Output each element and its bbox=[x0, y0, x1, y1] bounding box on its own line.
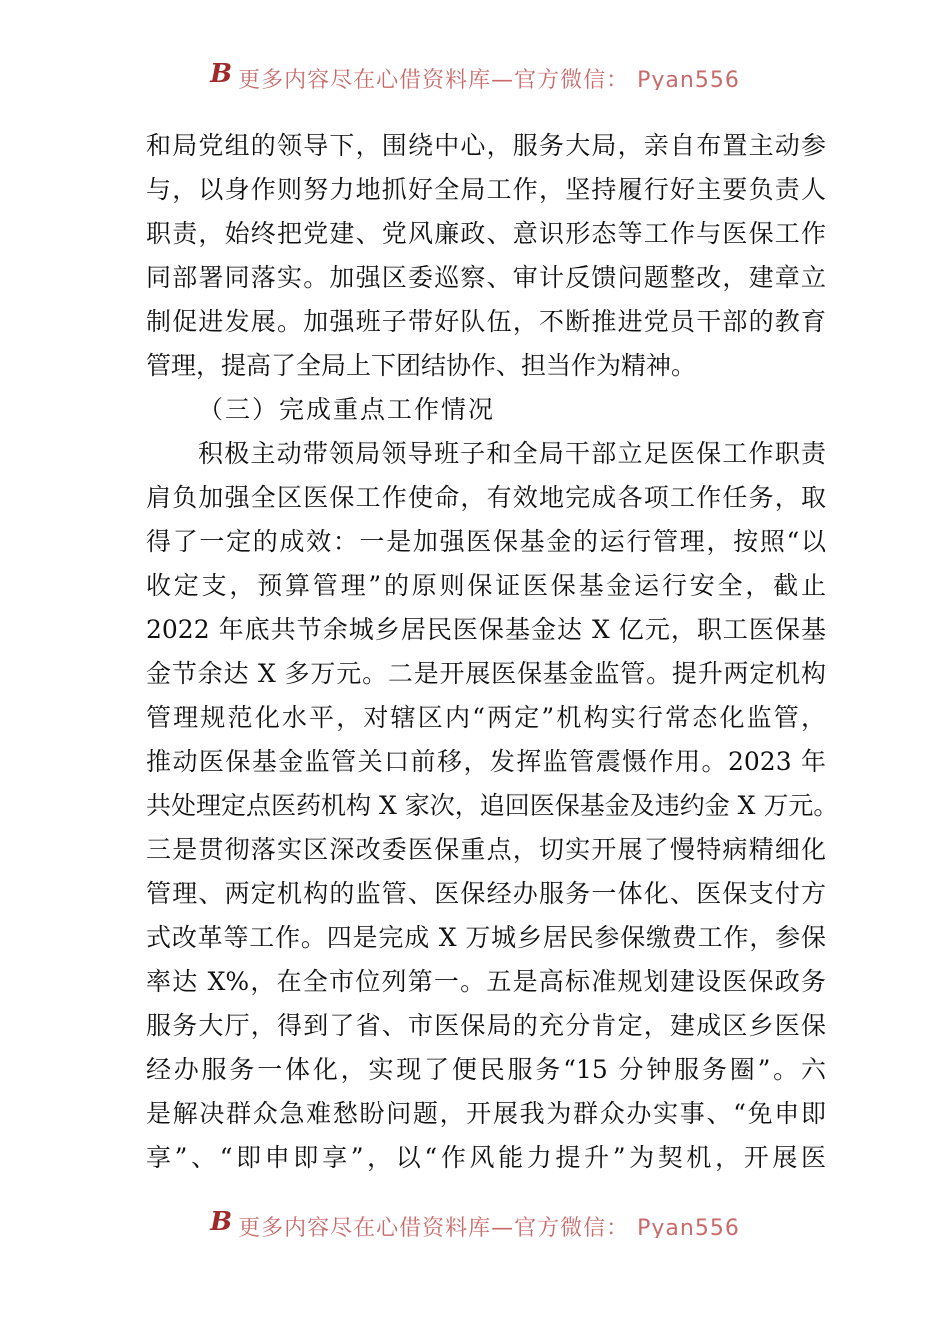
text-line: 2022 年底共节余城乡居民医保基金达 X 亿元，职工医保基 bbox=[146, 615, 826, 644]
text-line: 金节余达 X 多万元。二是开展医保基金监管。提升两定机构 bbox=[146, 659, 826, 688]
watermark-logo-icon: B bbox=[210, 59, 233, 89]
watermark-text: 更多内容尽在心借资料库—官方微信： Pyan556 bbox=[238, 67, 740, 90]
text-line: 经办服务一体化，实现了便民服务“15 分钟服务圈”。六 bbox=[146, 1055, 826, 1084]
text-line: 和局党组的领导下，围绕中心，服务大局，亲自布置主动参 bbox=[146, 131, 826, 160]
watermark-banner-bottom bbox=[0, 1198, 950, 1238]
text-line: 职责，始终把党建、党风廉政、意识形态等工作与医保工作 bbox=[146, 219, 826, 248]
text-line: 收定支，预算管理”的原则保证医保基金运行安全，截止 bbox=[146, 571, 826, 600]
text-line: 共处理定点医药机构 X 家次，追回医保基金及违约金 X 万元。 bbox=[146, 791, 839, 820]
text-line: 管理、两定机构的监管、医保经办服务一体化、医保支付方 bbox=[146, 879, 826, 908]
text-line: 是解决群众急难愁盼问题，开展我为群众办实事、“免申即 bbox=[146, 1099, 826, 1128]
text-line: 得了一定的成效：一是加强医保基金的运行管理，按照“以 bbox=[146, 527, 826, 556]
text-line: 推动医保基金监管关口前移，发挥监管震慑作用。2023 年 bbox=[146, 747, 826, 776]
text-line: 服务大厅，得到了省、市医保局的充分肯定，建成区乡医保 bbox=[146, 1011, 826, 1040]
text-line: 三是贯彻落实区深改委医保重点，切实开展了慢特病精细化 bbox=[146, 835, 826, 864]
text-line: 积极主动带领局领导班子和全局干部立足医保工作职责 bbox=[198, 439, 826, 468]
text-line: 与，以身作则努力地抓好全局工作，坚持履行好主要负责人 bbox=[146, 175, 826, 204]
watermark-logo-icon: B bbox=[210, 1207, 233, 1237]
text-line: 管理，提高了全局上下团结协作、担当作为精神。 bbox=[146, 351, 697, 380]
text-line: 享”、“即申即享”，以“作风能力提升”为契机，开展医 bbox=[146, 1143, 826, 1172]
section-heading: （三）完成重点工作情况 bbox=[198, 395, 496, 424]
text-line: 率达 X%，在全市位列第一。五是高标准规划建设医保政务 bbox=[146, 967, 826, 996]
text-line: 肩负加强全区医保工作使命，有效地完成各项工作任务，取 bbox=[146, 483, 826, 512]
text-line: 式改革等工作。四是完成 X 万城乡居民参保缴费工作，参保 bbox=[146, 923, 826, 952]
text-line: 制促进发展。加强班子带好队伍，不断推进党员干部的教育 bbox=[146, 307, 826, 336]
watermark-text: 更多内容尽在心借资料库—官方微信： Pyan556 bbox=[238, 1215, 740, 1238]
text-line: 管理规范化水平，对辖区内“两定”机构实行常态化监管， bbox=[146, 703, 826, 732]
text-line: 同部署同落实。加强区委巡察、审计反馈问题整改，建章立 bbox=[146, 263, 826, 292]
